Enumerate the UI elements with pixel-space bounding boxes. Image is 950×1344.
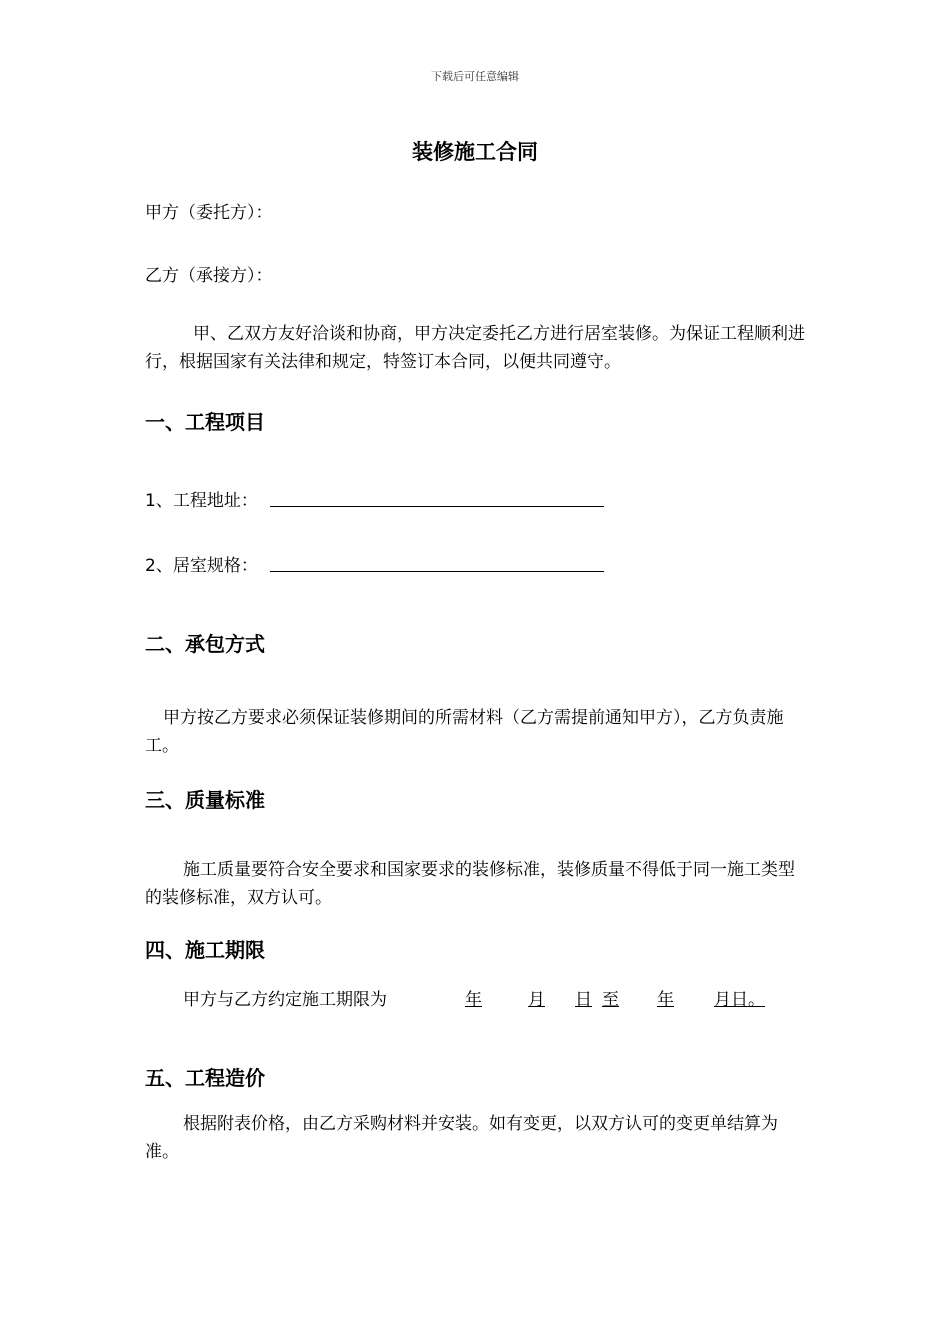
intro-paragraph: 甲、乙双方友好洽谈和协商，甲方决定委托乙方进行居室装修。为保证工程顺利进行，根据国家有关法律和规定，特签订本合同，以便共同遵守。	[145, 324, 805, 372]
room-spec-blank	[270, 571, 604, 572]
party-a-line: 甲方（委托方）：	[145, 203, 273, 223]
start-day: 日	[575, 990, 592, 1010]
section-4-body	[145, 986, 807, 1014]
project-address-label: 1、工程地址：	[145, 491, 258, 511]
end-year: 年	[657, 990, 674, 1010]
end-month: 月	[714, 990, 731, 1010]
section-5-body: 根据附表价格，由乙方采购材料并安装。如有变更，以双方认可的变更单结算为准。	[145, 1114, 778, 1162]
header-note: 下载后可任意编辑	[431, 70, 519, 83]
section-3-heading: 三、质量标准	[145, 788, 265, 812]
term-prefix: 甲方与乙方约定施工期限为	[183, 990, 387, 1010]
to-word: 至	[602, 990, 619, 1010]
section-2-heading: 二、承包方式	[145, 632, 265, 656]
section-5-heading: 五、工程造价	[145, 1066, 265, 1090]
party-b-line: 乙方（承接方）：	[145, 266, 273, 286]
end-day: 日。	[731, 990, 765, 1010]
start-month: 月	[528, 990, 545, 1010]
section-3-body: 施工质量要符合安全要求和国家要求的装修标准，装修质量不得低于同一施工类型的装修标准，双方认可。	[145, 860, 795, 908]
project-address-blank	[270, 506, 604, 507]
section-1-heading: 一、工程项目	[145, 410, 265, 434]
document-title: 装修施工合同	[412, 139, 538, 164]
section-2-body: 甲方按乙方要求必须保证装修期间的所需材料（乙方需提前通知甲方），乙方负责施工。	[145, 708, 784, 756]
start-year: 年	[465, 990, 482, 1010]
section-4-heading: 四、施工期限	[145, 938, 265, 962]
room-spec-label: 2、居室规格：	[145, 556, 258, 576]
term-dates	[387, 990, 779, 1010]
